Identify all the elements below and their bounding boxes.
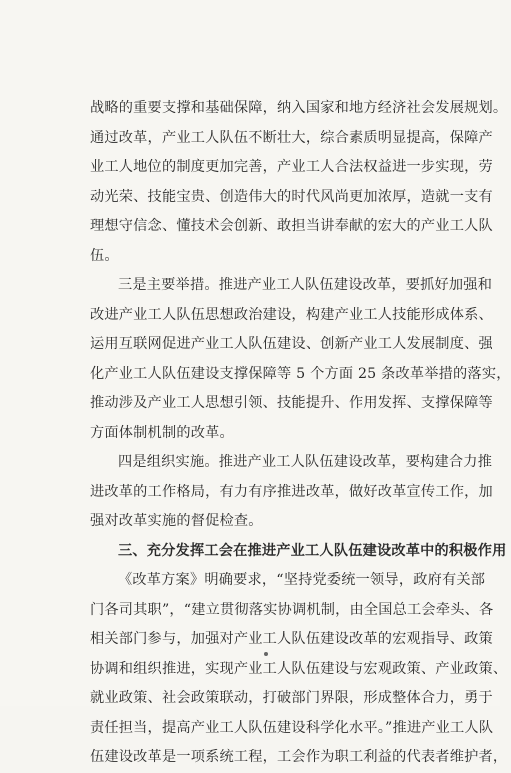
- text-line: 理想守信念、懂技术会创新、敢担当讲奉献的宏大的产业工人队: [90, 218, 493, 234]
- text-line: 业工人地位的制度更加完善，产业工人合法权益进一步实现，劳: [90, 159, 493, 175]
- section-heading: 三、充分发挥工会在推进产业工人队伍建设改革中的积极作用: [118, 542, 507, 559]
- text-line: 改进产业工人队伍思想政治建设，构建产业工人技能形成体系、: [90, 306, 493, 323]
- text-line: 相关部门参与，加强对产业工人队伍建设改革的宏观指导、政策: [90, 631, 493, 647]
- text-line: 就业政策、社会政策联动，打破部门界限，形成整体合力，勇于: [90, 690, 493, 706]
- text-line: 强对改革实施的督促检查。: [90, 513, 263, 529]
- text-line: 协调和组织推进，实现产业工人队伍建设与宏观政策、产业政策、: [90, 660, 508, 677]
- text-line: 运用互联网促进产业工人队伍建设、创新产业工人发展制度、强: [90, 336, 493, 352]
- paragraph-p3: [90, 448, 493, 537]
- text-line: 通过改革，产业工人队伍不断壮大，综合素质明显提高，保障产: [90, 129, 493, 146]
- text-line: 方面体制机制的改革。: [90, 424, 234, 441]
- text-line: 化产业工人队伍建设支撑保障等 5 个方面 25 条改革举措的落实，: [90, 365, 511, 382]
- page-number-mark: [264, 652, 268, 656]
- paragraph-p4: [90, 537, 507, 567]
- text-line: 《改革方案》明确要求，“坚持党委统一领导，政府有关部: [118, 572, 486, 588]
- text-line: 三是主要举措。推进产业工人队伍建设改革，要抓好加强和: [118, 277, 493, 293]
- text-line: 门各司其职”，“建立贯彻落实协调机制，由全国总工会牵头、各: [90, 601, 494, 618]
- paragraph-p5: [90, 566, 508, 773]
- text-line: 伍。: [90, 247, 119, 264]
- document-body: [90, 94, 511, 773]
- text-line: 责任担当，提高产业工人队伍建设科学化水平。”推进产业工人队: [90, 719, 494, 736]
- text-line: 推动涉及产业工人思想引领、技能提升、作用发挥、支撑保障等: [90, 395, 493, 411]
- text-line: 战略的重要支撑和基础保障，纳入国家和地方经济社会发展规划。: [90, 100, 508, 116]
- text-line: 伍建设改革是一项系统工程，工会作为职工利益的代表者维护者，: [90, 749, 508, 765]
- paragraph-p1: [90, 94, 508, 271]
- text-line: 四是组织实施。推进产业工人队伍建设改革，要构建合力推: [118, 454, 493, 470]
- paragraph-p2: [90, 271, 511, 448]
- text-line: 动光荣、技能宝贵、创造伟大的时代风尚更加浓厚，造就一支有: [90, 188, 493, 205]
- text-line: 进改革的工作格局，有力有序推进改革，做好改革宣传工作，加: [90, 483, 493, 500]
